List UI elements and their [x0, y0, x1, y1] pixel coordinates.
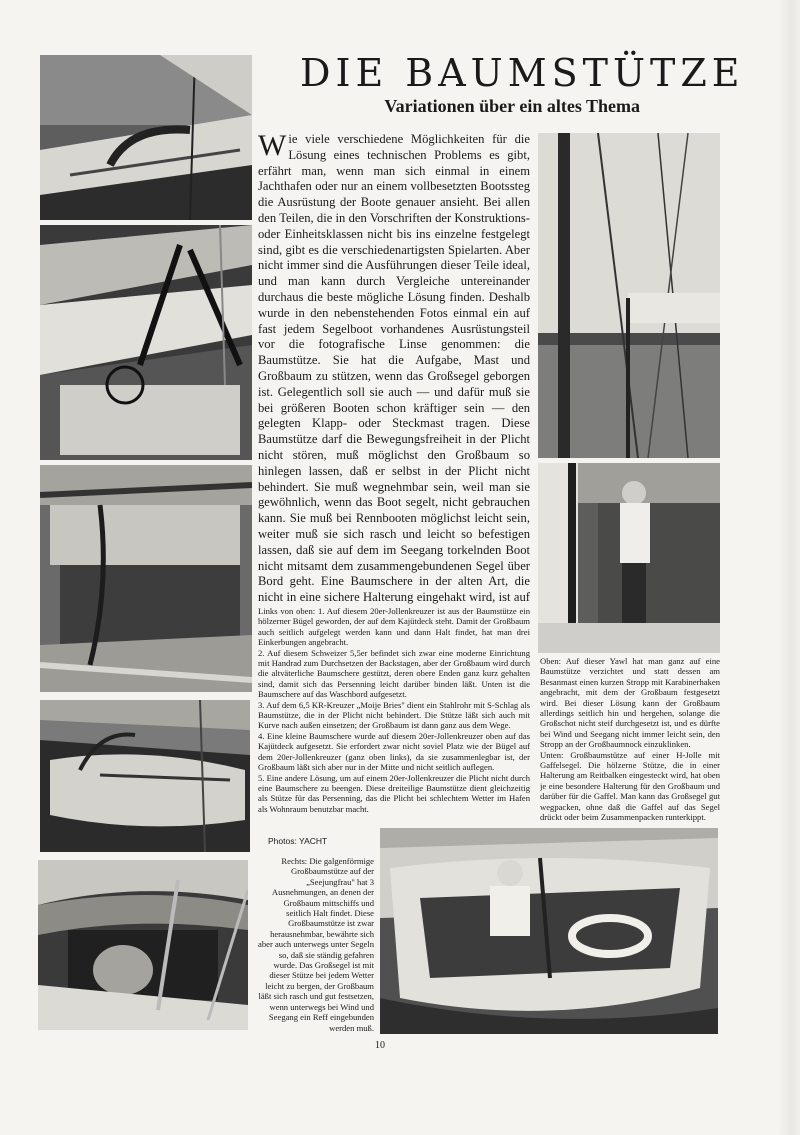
photo-h-jolle-gaffel	[538, 463, 720, 653]
article-body	[258, 132, 530, 604]
photo-moije-bries	[40, 465, 252, 692]
caption-left-4: 4. Eine kleine Baumschere wurde auf diesem 20er-Jollenkreuzer oben auf das Kajütdeck aufgesetzt. Sie erfordert zwar nicht soviel Platz wie der Bügel auf dem 20er-Jollenkreuzer (ganz oben links), da sie zusammenlegbar ist, der Großbaum läßt sich aber nur in der Mitte und nicht seitlich auflegen.	[258, 730, 530, 773]
caption-right-block	[540, 656, 720, 824]
article-title: DIE BAUMSTÜTZE	[300, 51, 745, 95]
photo-jollenkreuzer-buegel	[40, 55, 252, 220]
caption-bottom-right: Rechts: Die galgenförmige Großbaumstütze auf der „Seejungfrau" hat 3 Ausnehmungen, an denen der Großbaum mittschiffs und seitlich Halt findet. Diese Großbaumstütze ist zwar herausnehmbar, bewährte sich aber auch unterwegs unter Segeln so, daß sie ständig gefahren wurde. Das Großsegel ist mit dieser Stütze bei jedem Wetter leicht zu bergen, der Großbaum läßt sich rasch und gut festsetzen, wenn unterwegs bei Wind und Seegang ein Reff eingebunden werden muß.	[258, 856, 374, 1033]
photo-dreiteilige-stuetze	[38, 860, 248, 1030]
caption-left-2: 2. Auf diesem Schweizer 5,5er befindet sich zwar eine moderne Einrichtung mit Handrad zum Durchsetzen der Backstagen, aber der Großbaum wird durch die altväterliche Baumschere gestützt, deren obere Enden ganz kurz gehalten sind, damit sich das Persenning leicht darüber binden läßt. Unten ist die Baumschere auf das Waschbord aufgesetzt.	[258, 647, 530, 700]
caption-left-3: 3. Auf dem 6,5 KR-Kreuzer „Moije Bries" dient ein Stahlrohr mit S-Schlag als Baumstütze, die in der Plicht nicht behindert. Die Stütze läßt sich auch mit Kurve nach außen einsetzen; der Großbaum ist dann ganz aus dem Wege.	[258, 699, 530, 731]
caption-left-block	[258, 606, 530, 824]
photo-credit: Photos: YACHT	[268, 836, 328, 846]
caption-right-top: Oben: Auf dieser Yawl hat man ganz auf eine Baumstütze verzichtet und statt dessen am Besanmast einen kurzen Stropp mit Karabinerhaken angebracht, mit dem der Großbaum festgesetzt wird. Bei dieser Lösung kann der Großbaum allerdings seitlich hin und hergehen, solange die Großschot nicht steif durchgesetzt ist, und es dürfte bei Wind und Seegang nicht immer leicht sein, den Stropp an der Großbaumnock einzuklinken.	[540, 656, 720, 750]
page-edge	[778, 0, 800, 1135]
caption-left-intro: Links von oben: 1. Auf diesem 20er-Jollenkreuzer ist aus der Baumstütze ein hölzerner Bügel geworden, der auf dem Kajütdeck steht. Damit der Großbaum auch seitlich aufgelegt werden kann und dann Halt findet, hat man drei Einkerbungen angebracht.	[258, 606, 530, 648]
caption-right-bottom: Unten: Großbaumstütze auf einer H-Jolle mit Gaffelsegel. Die hölzerne Stütze, die in einer Halterung am Reitbalken eingesteckt wird, hat oben je eine besondere Halterung für den Großbaum und darüber für die Gaffel. Man kann das Großsegel gut wegpacken, ohne daß die Gaffel auf das Segel drückt oder beim Zusammenpacken runterkippt.	[540, 749, 720, 823]
article-body-text: ie viele verschiedene Möglichkeiten für die Lösung eines technischen Problems es gibt, erfährt man, wenn man sich einmal in einem Jachthafen oder nur an einem vollbesetzten Bootssteg die Ausrüstung der Boote genauer ansieht. Bei allen den Teilen, die in den Vorschriften der Konstruktions- oder Einheitsklassen nicht bis ins einzelne festgelegt sind, gibt es die verschiedenartigsten Spielarten. Aber nicht immer sind die Ausführungen dieser Teile ideal, und man kann durch Vergleiche untereinander durchaus die beste mögliche Lösung finden. Deshalb wurde in den nebenstehenden Fotos einmal ein auf fast jedem Segelboot vorhandenes Ausrüstungsteil vor die fotografische Linse genommen: die Baumstütze. Sie hat die Aufgabe, Mast und Großbaum zu stützen, wenn das Großsegel geborgen ist. Gelegentlich soll sie auch — und dafür muß sie bei größeren Booten schon kräftiger sein — den gelegten Klapp- oder Steckmast tragen. Diese Baumstütze darf die Bewegungsfreiheit in der Plicht nicht stören, muß möglichst den Großbaum so hinlegen lassen, daß er selbst in der Plicht nicht behindert. Sie muß wegnehmbar sein, weil man sie gewöhnlich, wenn das Boot segelt, nicht gebrauchen kann. Sie muß bei Rennbooten möglichst leicht sein, weiter muß sie sich rasch und leicht so befestigen lassen, daß sie auf dem im Seegang torkelnden Boot nicht mitsamt dem zusammengebundenen Segel über Bord geht. Eine Baumschere in der alten Art, die nicht in eine sichere Halterung eingehakt wird, ist auf	[258, 132, 530, 604]
page-number: 10	[375, 1040, 385, 1051]
photo-seejungfrau	[380, 828, 718, 1034]
photo-kleine-baumschere	[40, 700, 250, 852]
photo-schweizer-baumschere	[40, 225, 252, 460]
caption-left-5: 5. Eine andere Lösung, um auf einem 20er-Jollenkreuzer die Plicht nicht durch eine Baumschere zu beengen. Diese dreiteilige Baumstütze dient gleichzeitig als Stütze für das Persenning, das die Plicht bei schlechtem Wetter im Hafen als Wohnraum benutzbar macht.	[258, 772, 530, 814]
drop-cap: W	[258, 132, 287, 162]
article-subtitle: Variationen über ein altes Thema	[384, 96, 640, 116]
photo-yawl-besanmast	[538, 133, 720, 458]
